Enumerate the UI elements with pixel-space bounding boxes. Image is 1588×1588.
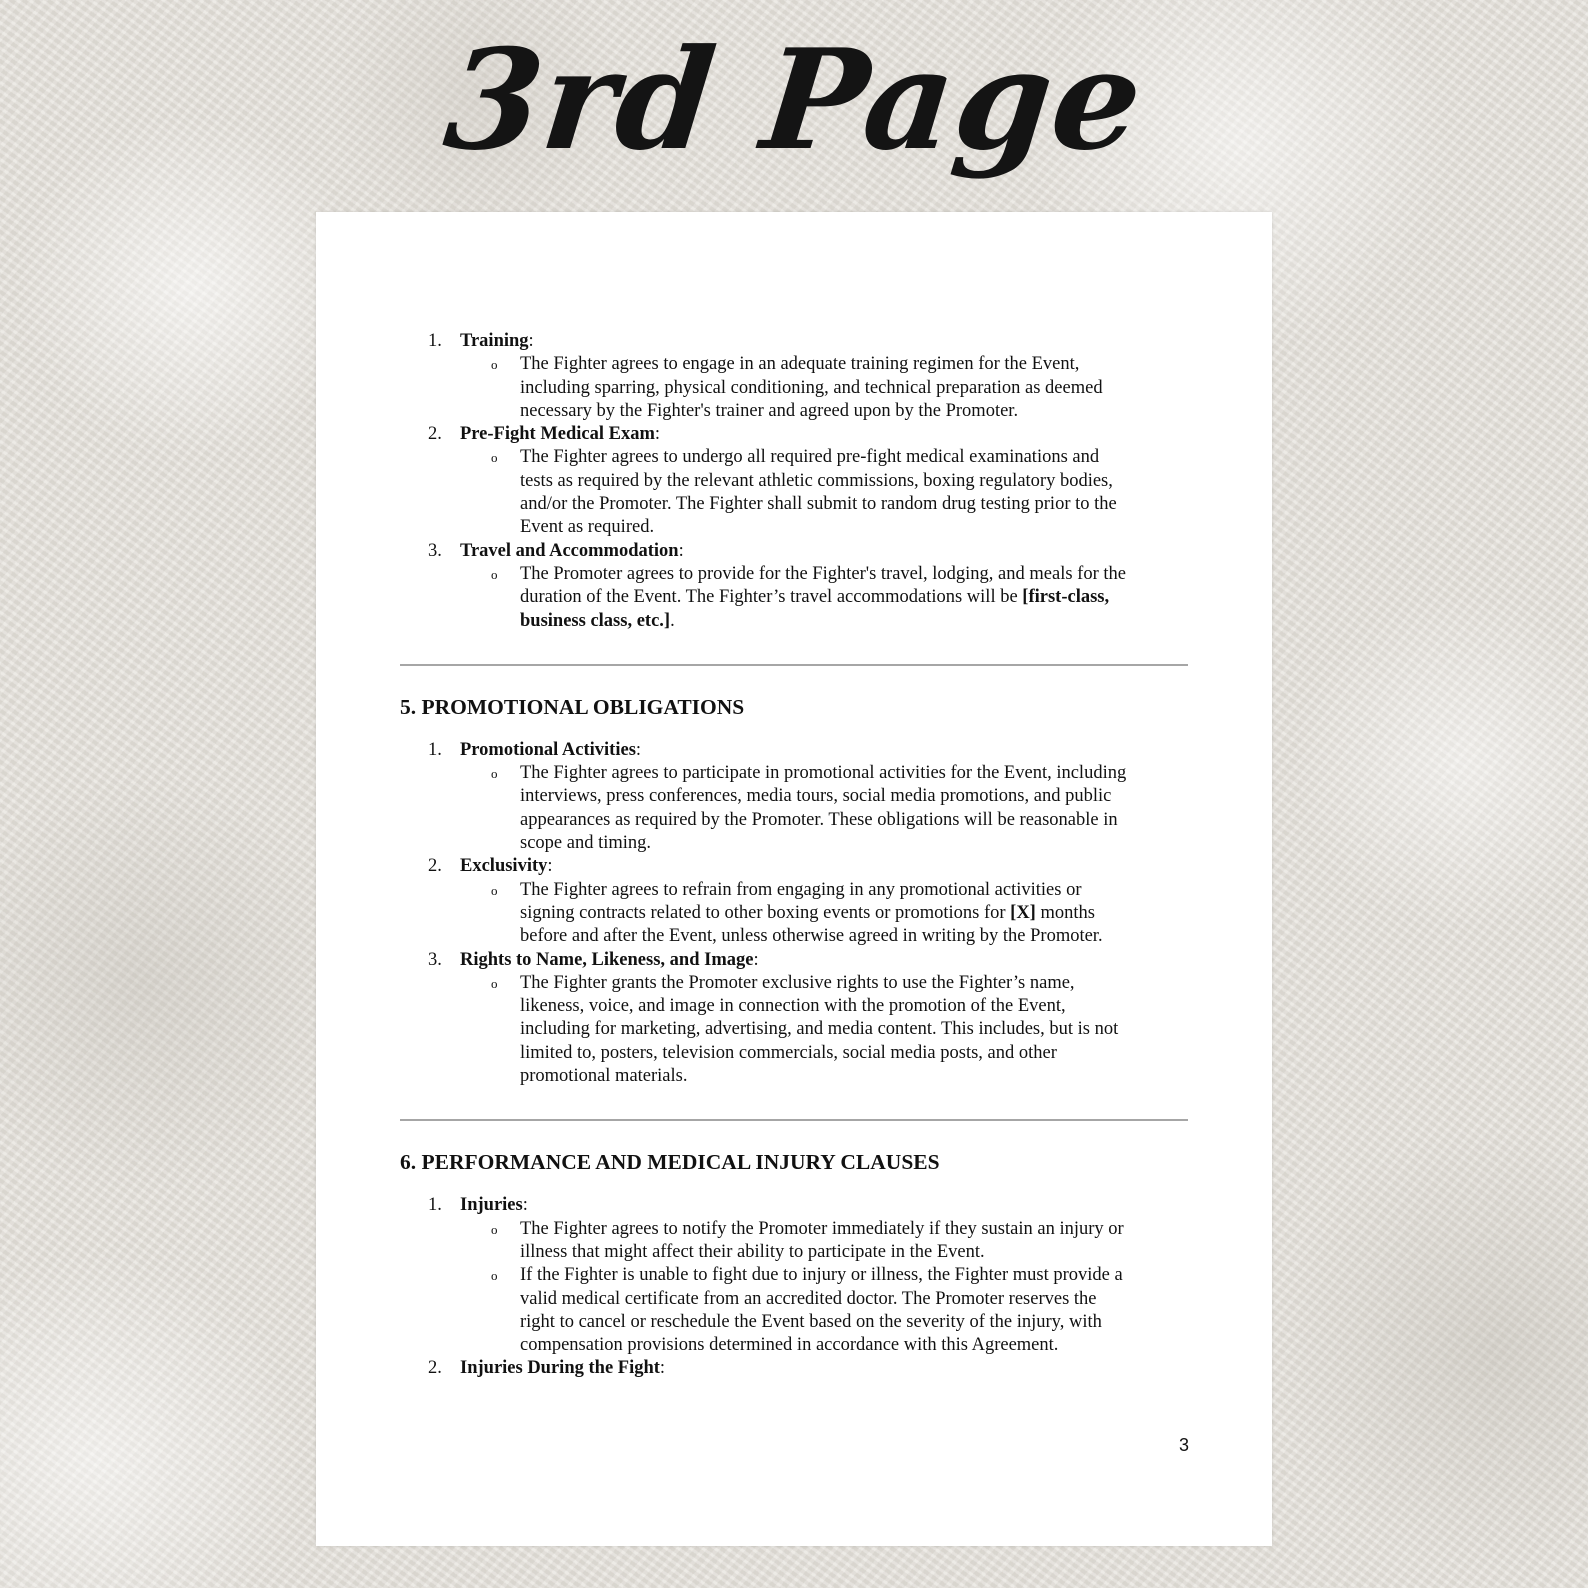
bullet-line: tests as required by the relevant athletic commissions, boxing regulatory bodies, (520, 470, 1113, 491)
bullet-paragraph (400, 972, 1188, 1088)
page-title-banner: 3rd Page (437, 18, 1151, 181)
list-item-colon: : (528, 331, 534, 351)
list-item-number: 3. (428, 949, 442, 970)
list-item-number: 3. (428, 540, 442, 561)
bullet-line: The Fighter agrees to participate in promotional activities for the Event, including (520, 763, 1127, 784)
list-item-heading (400, 855, 1188, 878)
bullet-marker: o (491, 450, 498, 466)
bullet-line: and/or the Promoter. The Fighter shall submit to random drug testing prior to the (520, 494, 1117, 515)
bullet-line: The Fighter agrees to notify the Promoter immediately if they sustain an injury or (520, 1218, 1124, 1239)
section-5-heading: 5. PROMOTIONAL OBLIGATIONS (400, 694, 745, 719)
bullet-line: The Fighter agrees to engage in an adequate training regimen for the Event, (520, 354, 1080, 375)
list-item-number: 2. (428, 424, 442, 445)
list-item (400, 540, 1188, 633)
list-item (400, 1194, 1188, 1357)
bullet-line: The Fighter agrees to refrain from engaging in any promotional activities or (520, 879, 1082, 900)
bullet-line: If the Fighter is unable to fight due to injury or illness, the Fighter must provide a (520, 1265, 1123, 1286)
bullet-marker: o (491, 882, 498, 898)
bullet-line: before and after the Event, unless otherwise agreed in writing by the Promoter. (520, 926, 1103, 947)
document-content (400, 330, 1188, 1381)
bullet-line: interviews, press conferences, media tours, social media promotions, and public (520, 786, 1112, 807)
list-item (400, 423, 1188, 539)
list-item-heading (400, 423, 1188, 446)
bullet-line: The Fighter grants the Promoter exclusive rights to use the Fighter’s name, (520, 972, 1075, 993)
bullet-line: Event as required. (520, 517, 655, 538)
bullet-line: likeness, voice, and image in connection with the promotion of the Event, (520, 996, 1066, 1017)
list-item-title: Injuries During the Fight (460, 1358, 660, 1379)
bullet-line: scope and timing. (520, 833, 652, 854)
list-item-title: Travel and Accommodation (460, 540, 679, 561)
list-item-title: Injuries (460, 1195, 523, 1216)
bullet-line: illness that might affect their ability to participate in the Event. (520, 1241, 985, 1262)
list-item-colon: : (659, 1358, 666, 1379)
list-item-heading (400, 1357, 1188, 1380)
intro-list (400, 330, 1188, 633)
list-item-title: Promotional Activities (460, 739, 636, 760)
bullet-line: valid medical certificate from an accredited doctor. The Promoter reserves the (520, 1288, 1097, 1309)
bullet-paragraph (400, 353, 1188, 423)
bullet-line: The Promoter agrees to provide for the Fighter's travel, lodging, and meals for the (520, 563, 1126, 584)
bullet-marker: o (491, 975, 498, 991)
list-item-number: 1. (428, 1195, 442, 1216)
list-item-title: Exclusivity (460, 856, 548, 877)
page-number: 3 (1179, 1435, 1190, 1455)
section-5-list (400, 739, 1188, 1088)
list-item-title: Rights to Name, Likeness, and Image (460, 949, 754, 970)
list-item-number: 1. (428, 739, 442, 760)
section-6-heading: 6. PERFORMANCE AND MEDICAL INJURY CLAUSES (400, 1150, 940, 1175)
bullet-marker: o (491, 766, 498, 782)
placeholder-text: [first-class, (1022, 587, 1110, 608)
bullet-paragraph (400, 879, 1188, 949)
bullet-line: appearances as required by the Promoter. These obligations will be reasonable in (520, 809, 1118, 830)
list-item (400, 855, 1188, 948)
list-item-number: 1. (428, 331, 442, 351)
bullet-line: signing contracts related to other boxing events or promotions for [X] months (520, 902, 1095, 923)
bullet-marker: o (491, 1268, 498, 1284)
bullet-line: duration of the Event. The Fighter’s travel accommodations will be [first-class, (520, 587, 1110, 608)
document-page (316, 212, 1272, 1546)
list-item-colon: : (654, 424, 661, 445)
list-item-title: Pre-Fight Medical Exam (460, 424, 655, 445)
bullet-paragraph (400, 762, 1188, 855)
bullet-line: compensation provisions determined in accordance with this Agreement. (520, 1335, 1059, 1356)
list-item-colon: : (678, 540, 684, 561)
bullet-marker: o (491, 1221, 498, 1237)
placeholder-text: business class, etc.] (520, 610, 671, 631)
bullet-marker: o (491, 566, 498, 582)
bullet-paragraph (400, 563, 1188, 633)
list-item-heading (400, 540, 1188, 563)
placeholder-text: [X] (1010, 902, 1036, 923)
list-item (400, 739, 1188, 855)
list-item (400, 1357, 1188, 1380)
list-item-colon: : (635, 739, 642, 760)
list-item-number: 2. (428, 856, 442, 877)
list-item-colon: : (547, 856, 553, 877)
list-item-heading (400, 1194, 1188, 1217)
bullet-line: business class, etc.]. (520, 610, 675, 631)
list-item-heading (400, 330, 1188, 353)
bullet-line: promotional materials. (520, 1066, 688, 1087)
bullet-paragraph (400, 1218, 1188, 1265)
bullet-line: including for marketing, advertising, and media content. This includes, but is not (520, 1019, 1119, 1040)
bullet-line: right to cancel or reschedule the Event based on the severity of the injury, with (520, 1311, 1102, 1332)
bullet-line: limited to, posters, television commercials, social media posts, and other (520, 1042, 1057, 1063)
list-item-heading (400, 739, 1188, 762)
bullet-line: necessary by the Fighter's trainer and agreed upon by the Promoter. (520, 400, 1019, 421)
list-item (400, 330, 1188, 423)
bullet-line: including sparring, physical conditioning, and technical preparation as deemed (520, 377, 1103, 398)
section-6-list (400, 1194, 1188, 1380)
bullet-paragraph (400, 1264, 1188, 1357)
list-item-heading (400, 949, 1188, 972)
bullet-marker: o (491, 357, 498, 373)
list-item-colon: : (753, 949, 759, 970)
bullet-line: The Fighter agrees to undergo all required pre-fight medical examinations and (520, 447, 1100, 468)
bullet-paragraph (400, 446, 1188, 539)
list-item-number: 2. (428, 1358, 442, 1379)
list-item (400, 949, 1188, 1089)
list-item-colon: : (522, 1195, 528, 1216)
list-item-title: Training (460, 331, 529, 351)
